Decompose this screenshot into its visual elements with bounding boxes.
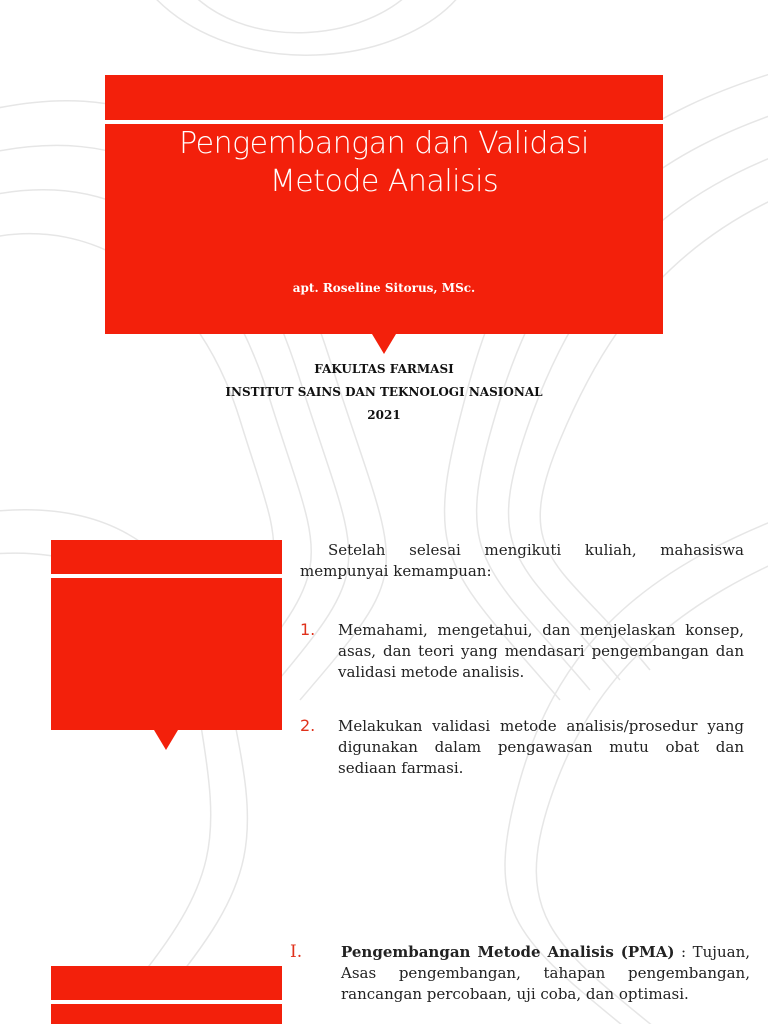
intro-text: Setelah selesai mengikuti kuliah, mahasiswa mempunyai kemampuan: <box>300 541 744 580</box>
year: 2021 <box>367 408 401 422</box>
title-box <box>105 75 663 334</box>
faculty-name: FAKULTAS FARMASI <box>314 362 454 376</box>
title-band <box>105 120 663 124</box>
objective-number: 2. <box>300 716 316 735</box>
side-title-band <box>51 1000 282 1004</box>
slide-title <box>105 125 663 201</box>
section-text <box>341 942 750 1005</box>
side-title-band <box>51 574 282 578</box>
title-slide <box>0 0 768 460</box>
section-number: I. <box>290 942 303 962</box>
side-box-pointer <box>154 730 178 750</box>
institute-name: INSTITUT SAINS DAN TEKNOLOGI NASIONAL <box>225 385 543 399</box>
outline-slide <box>0 860 768 1024</box>
objective-text: Melakukan validasi metode analisis/prosedur yang digunakan dalam pengawasan mutu obat dan sediaan farmasi. <box>338 717 744 777</box>
objective-text: Memahami, mengetahui, dan menjelaskan konsep, asas, dan teori yang mendasari pengembangan dan validasi metode analisis. <box>338 621 744 681</box>
title-line-2: Metode Analisis <box>269 164 499 199</box>
section-heading: Pengembangan Metode Analisis (PMA) <box>341 943 675 961</box>
author-name: apt. Roseline Sitorus, MSc. <box>292 281 476 295</box>
title-box-pointer <box>372 334 396 354</box>
title-line-1: Pengembangan dan Validasi <box>179 126 589 161</box>
objectives-slide <box>0 460 768 860</box>
side-title-box <box>51 540 282 730</box>
institution-block <box>0 358 768 427</box>
section-description: : Tujuan, Asas pengembangan, tahapan pengembangan, rancangan percobaan, uji coba, dan optimasi. <box>341 943 750 1003</box>
side-title-box <box>51 966 282 1024</box>
objective-number: 1. <box>300 620 316 639</box>
